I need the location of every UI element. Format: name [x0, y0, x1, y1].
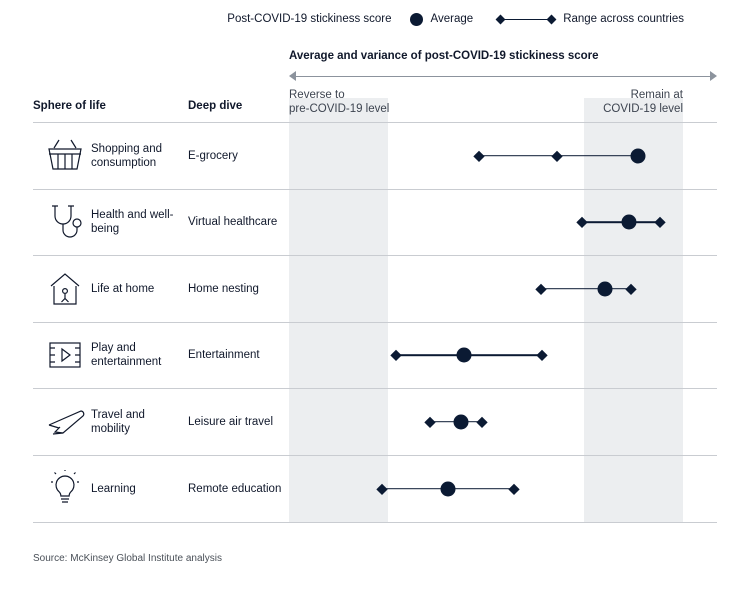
row-deep-dive-label: Leisure air travel — [188, 415, 274, 428]
film-play-icon — [41, 334, 89, 376]
average-dot — [441, 481, 456, 496]
average-dot — [454, 414, 469, 429]
column-header-sphere: Sphere of life — [33, 100, 106, 112]
row-plot — [289, 123, 717, 189]
range-max-cap — [655, 217, 666, 228]
chart-container — [33, 44, 717, 524]
table-row[interactable] — [33, 123, 717, 190]
range-min-cap — [425, 416, 436, 427]
range-marker-icon — [497, 13, 555, 26]
row-sphere-label: Shopping and consumption — [91, 142, 162, 169]
chart-rows — [33, 123, 717, 522]
range-line — [541, 288, 631, 290]
row-plot — [289, 190, 717, 256]
axis-caption-left — [289, 88, 389, 116]
average-dot — [457, 348, 472, 363]
range-line — [479, 155, 557, 157]
legend-item-label: Average — [430, 13, 474, 25]
range-min-cap — [536, 283, 547, 294]
home-person-icon — [41, 268, 89, 310]
table-row[interactable] — [33, 323, 717, 390]
axis-caption-right — [584, 88, 683, 116]
airplane-icon — [41, 401, 89, 443]
lightbulb-icon — [41, 468, 89, 510]
legend-item-label: Range across countries — [563, 13, 684, 25]
range-line-right — [557, 155, 643, 157]
range-min-cap — [391, 350, 402, 361]
legend-item-average — [410, 13, 474, 26]
table-row[interactable] — [33, 389, 717, 456]
range-min-cap — [377, 483, 388, 494]
row-deep-dive-label: E-grocery — [188, 149, 238, 162]
row-deep-dive-label: Virtual healthcare — [188, 216, 278, 229]
legend-item-range — [497, 13, 684, 26]
stethoscope-icon — [41, 201, 89, 243]
row-plot — [289, 323, 717, 389]
axis-caption-right-line1: Remain at — [630, 89, 683, 101]
source-note: Source: McKinsey Global Institute analysis — [33, 553, 222, 564]
range-max-cap — [626, 283, 637, 294]
row-sphere-label: Learning — [91, 482, 136, 495]
average-dot — [622, 215, 637, 230]
axis-caption-left-line1: Reverse to — [289, 89, 345, 101]
axis-caption-left-line2: pre-COVID-19 level — [289, 103, 390, 115]
range-max-cap — [537, 350, 548, 361]
row-sphere-label: Travel and mobility — [91, 408, 145, 435]
row-sphere-label: Life at home — [91, 282, 155, 295]
row-sphere-label: Play and entertainment — [91, 342, 162, 369]
row-sphere-label: Health and well-being — [91, 209, 174, 236]
axis-caption-right-line2: COVID-19 level — [603, 103, 683, 115]
range-max-cap — [477, 416, 488, 427]
average-dot-icon — [410, 13, 423, 26]
row-deep-dive-label: Home nesting — [188, 282, 259, 295]
row-deep-dive-label: Remote education — [188, 482, 282, 495]
column-header-deep-dive: Deep dive — [188, 100, 243, 112]
bottom-divider — [33, 522, 717, 523]
table-row[interactable] — [33, 190, 717, 257]
axis-double-arrow-icon — [289, 70, 717, 82]
legend-title: Post-COVID-19 stickiness score — [227, 13, 392, 25]
chart-legend — [0, 6, 750, 32]
row-plot — [289, 456, 717, 523]
range-max-cap — [509, 483, 520, 494]
range-min-cap — [474, 150, 485, 161]
table-row[interactable] — [33, 456, 717, 523]
table-row[interactable] — [33, 256, 717, 323]
row-plot — [289, 389, 717, 455]
axis-title: Average and variance of post-COVID-19 stickiness score — [289, 50, 599, 62]
row-deep-dive-label: Entertainment — [188, 349, 260, 362]
shopping-basket-icon — [41, 135, 89, 177]
average-dot — [598, 281, 613, 296]
row-plot — [289, 256, 717, 322]
range-min-cap — [577, 217, 588, 228]
